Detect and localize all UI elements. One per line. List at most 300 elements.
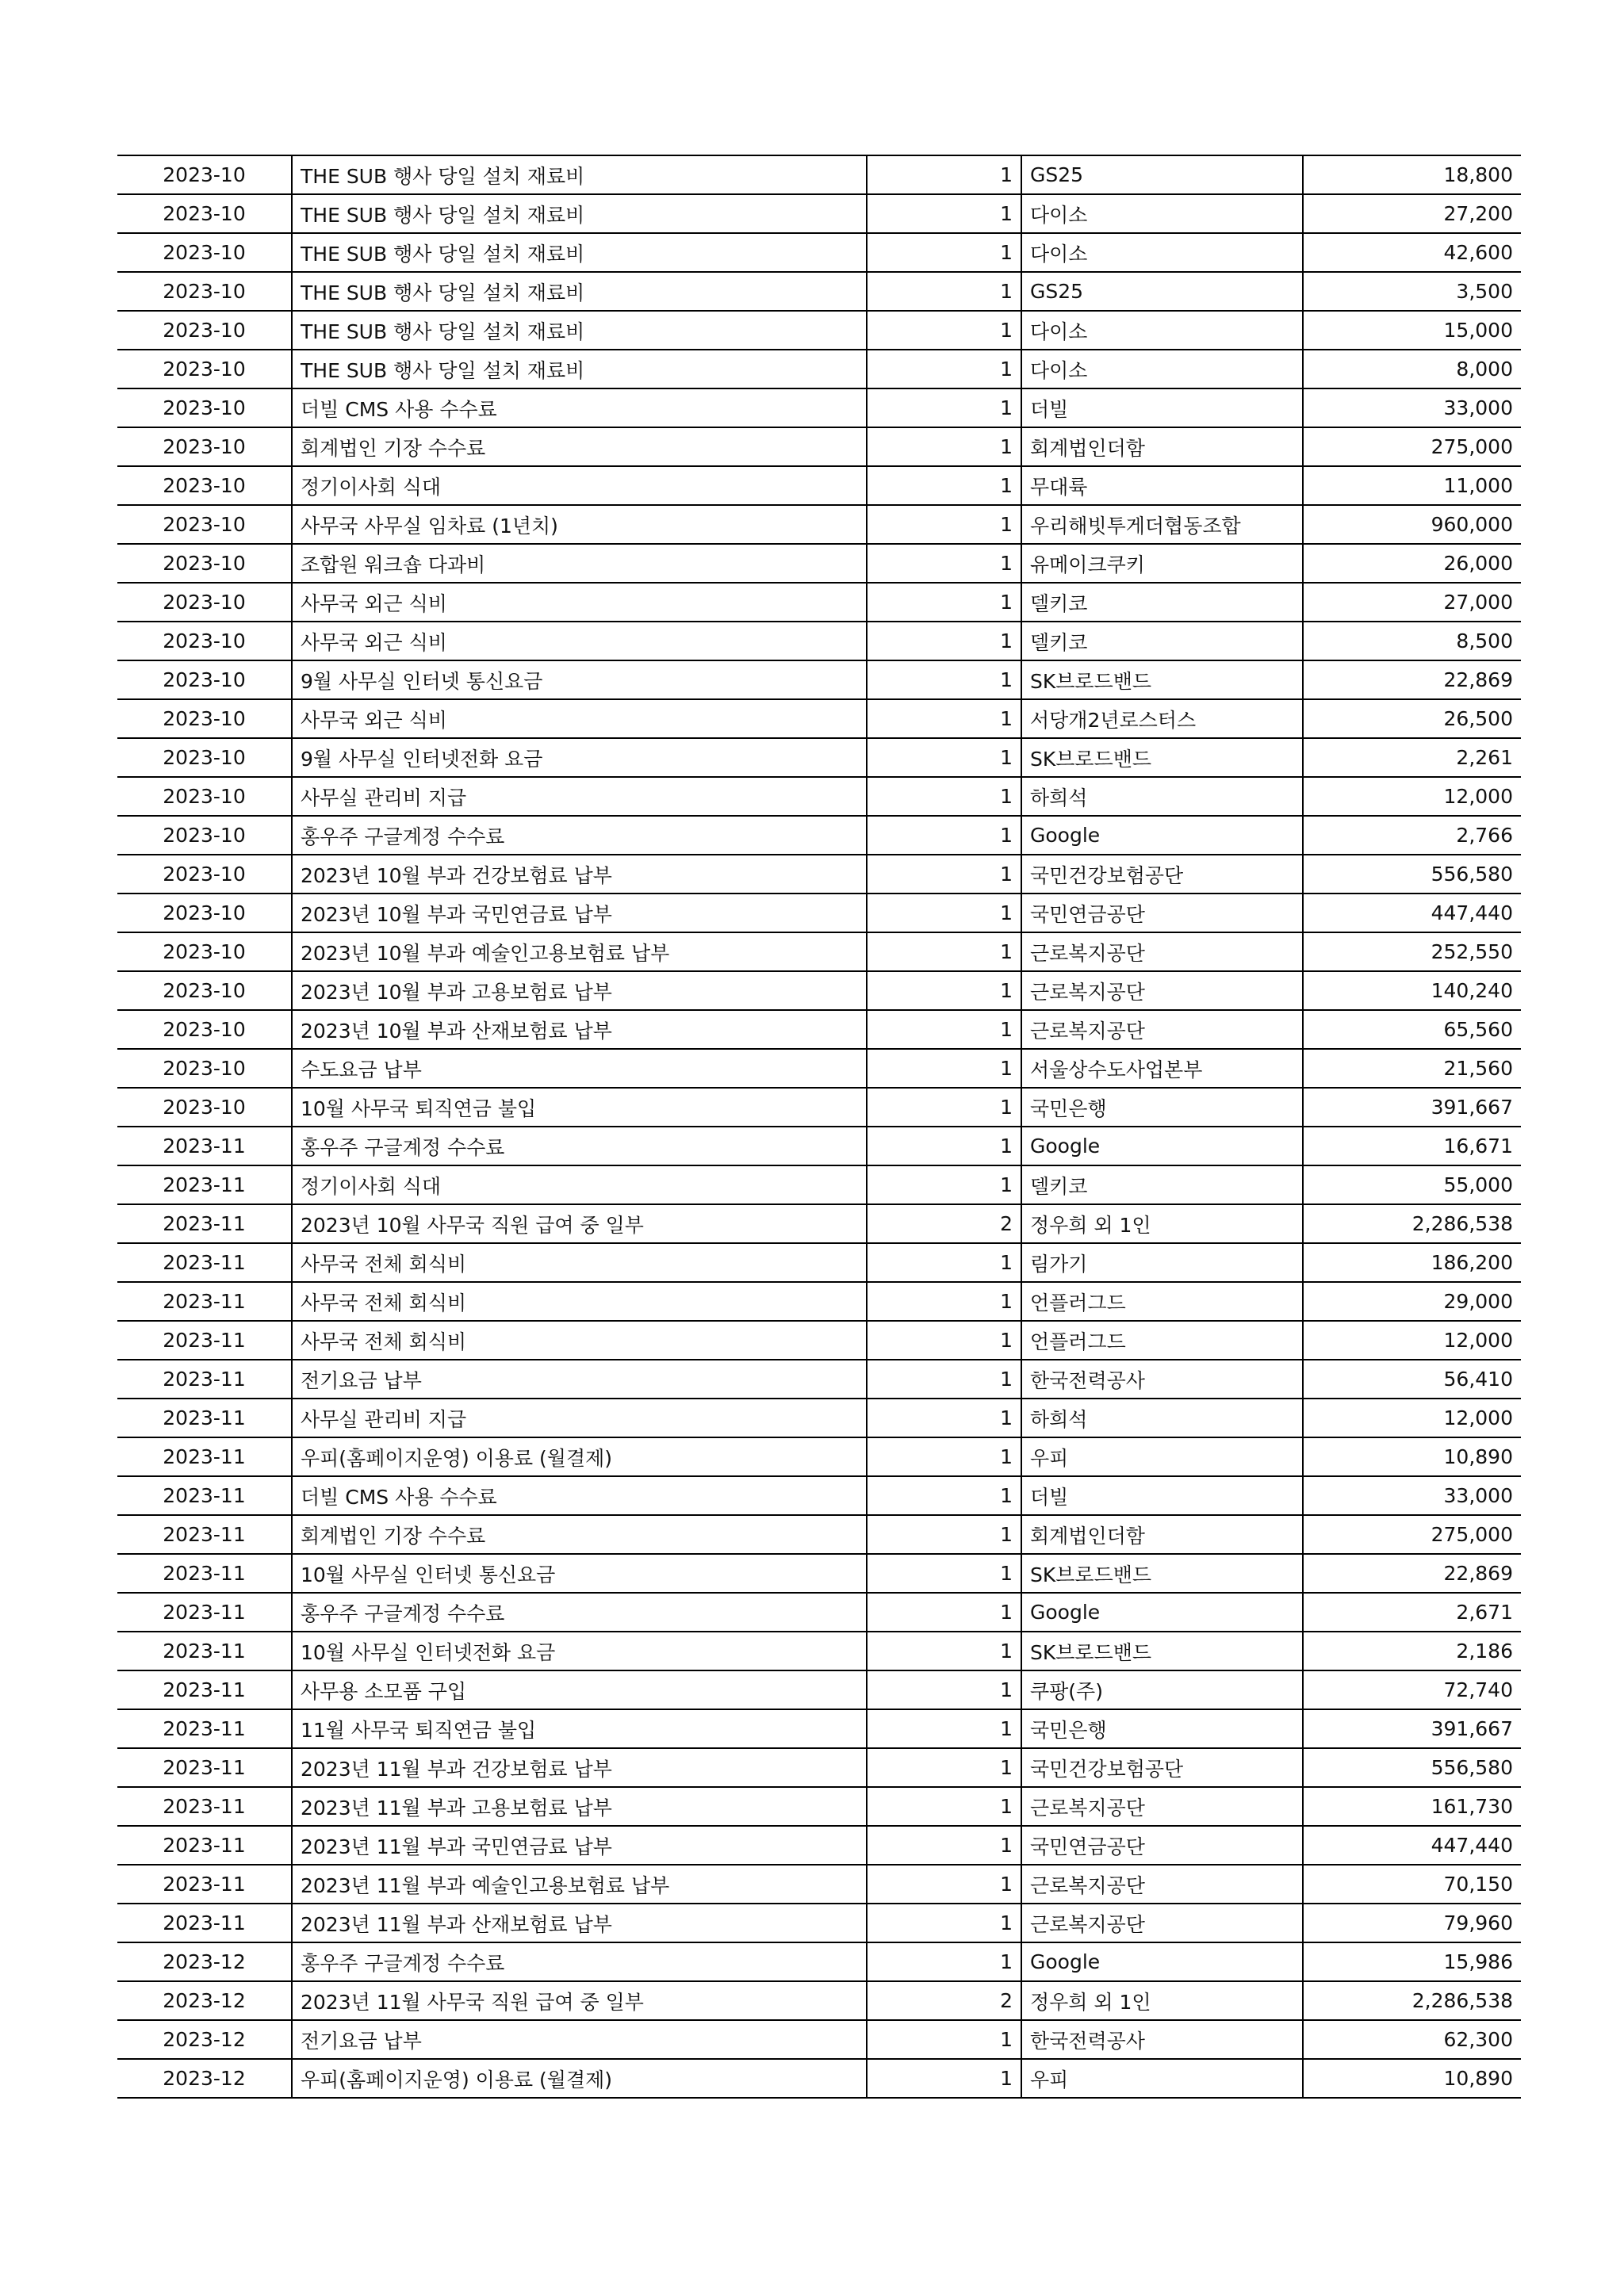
- table-row: [117, 272, 1521, 311]
- cell-amount: 16,671: [1303, 1127, 1521, 1165]
- table-row: [117, 1515, 1521, 1554]
- cell-amount: 556,580: [1303, 1748, 1521, 1787]
- cell-month: 2023-11: [117, 1399, 292, 1437]
- cell-vendor: 다이소: [1021, 233, 1303, 272]
- table-row: [117, 971, 1521, 1010]
- cell-vendor: 국민연금공단: [1021, 894, 1303, 932]
- cell-month: 2023-10: [117, 388, 292, 427]
- cell-vendor: SK브로드밴드: [1021, 1554, 1303, 1593]
- cell-vendor: 근로복지공단: [1021, 1865, 1303, 1904]
- cell-amount: 275,000: [1303, 1515, 1521, 1554]
- cell-quantity: 1: [867, 1010, 1021, 1049]
- cell-description: 2023년 11월 부과 고용보험료 납부: [292, 1787, 867, 1826]
- cell-vendor: 회계법인더함: [1021, 1515, 1303, 1554]
- cell-description: 홍우주 구글계정 수수료: [292, 1942, 867, 1981]
- cell-vendor: 델키코: [1021, 583, 1303, 622]
- cell-month: 2023-10: [117, 155, 292, 194]
- table-row: [117, 894, 1521, 932]
- cell-amount: 186,200: [1303, 1243, 1521, 1282]
- cell-description: 전기요금 납부: [292, 1360, 867, 1399]
- cell-vendor: 쿠팡(주): [1021, 1670, 1303, 1709]
- table-row: [117, 1593, 1521, 1632]
- cell-month: 2023-10: [117, 738, 292, 777]
- cell-amount: 27,200: [1303, 194, 1521, 233]
- cell-quantity: 1: [867, 1904, 1021, 1942]
- cell-month: 2023-11: [117, 1554, 292, 1593]
- cell-amount: 11,000: [1303, 466, 1521, 505]
- cell-description: 사무국 전체 회식비: [292, 1243, 867, 1282]
- cell-description: 회계법인 기장 수수료: [292, 1515, 867, 1554]
- cell-vendor: Google: [1021, 816, 1303, 855]
- cell-amount: 2,766: [1303, 816, 1521, 855]
- cell-quantity: 1: [867, 622, 1021, 660]
- cell-vendor: 국민건강보험공단: [1021, 1748, 1303, 1787]
- cell-month: 2023-11: [117, 1282, 292, 1321]
- cell-vendor: 더빌: [1021, 1476, 1303, 1515]
- table-row: [117, 388, 1521, 427]
- cell-month: 2023-10: [117, 505, 292, 544]
- cell-month: 2023-10: [117, 971, 292, 1010]
- cell-description: 사무실 관리비 지급: [292, 1399, 867, 1437]
- cell-month: 2023-10: [117, 233, 292, 272]
- cell-vendor: 유메이크쿠키: [1021, 544, 1303, 583]
- table-row: [117, 1632, 1521, 1670]
- cell-amount: 275,000: [1303, 427, 1521, 466]
- cell-amount: 10,890: [1303, 1437, 1521, 1476]
- cell-amount: 8,500: [1303, 622, 1521, 660]
- cell-description: 2023년 10월 부과 예술인고용보험료 납부: [292, 932, 867, 971]
- cell-amount: 22,869: [1303, 660, 1521, 699]
- cell-month: 2023-12: [117, 1981, 292, 2020]
- table-row: [117, 2059, 1521, 2098]
- table-row: [117, 1670, 1521, 1709]
- cell-amount: 18,800: [1303, 155, 1521, 194]
- cell-description: 전기요금 납부: [292, 2020, 867, 2059]
- cell-description: 사무국 외근 식비: [292, 583, 867, 622]
- cell-amount: 2,261: [1303, 738, 1521, 777]
- cell-vendor: 하희석: [1021, 777, 1303, 816]
- cell-amount: 447,440: [1303, 894, 1521, 932]
- cell-vendor: GS25: [1021, 272, 1303, 311]
- cell-amount: 12,000: [1303, 777, 1521, 816]
- cell-vendor: 국민건강보험공단: [1021, 855, 1303, 894]
- cell-amount: 21,560: [1303, 1049, 1521, 1088]
- cell-description: 사무국 전체 회식비: [292, 1282, 867, 1321]
- cell-amount: 65,560: [1303, 1010, 1521, 1049]
- cell-month: 2023-11: [117, 1670, 292, 1709]
- cell-amount: 56,410: [1303, 1360, 1521, 1399]
- cell-month: 2023-12: [117, 2020, 292, 2059]
- cell-quantity: 1: [867, 233, 1021, 272]
- table-row: [117, 855, 1521, 894]
- cell-description: 조합원 워크숍 다과비: [292, 544, 867, 583]
- cell-vendor: 근로복지공단: [1021, 1010, 1303, 1049]
- cell-month: 2023-10: [117, 894, 292, 932]
- cell-month: 2023-10: [117, 583, 292, 622]
- cell-month: 2023-10: [117, 544, 292, 583]
- cell-month: 2023-12: [117, 1942, 292, 1981]
- table-row: [117, 1282, 1521, 1321]
- cell-description: 2023년 10월 부과 고용보험료 납부: [292, 971, 867, 1010]
- cell-description: 홍우주 구글계정 수수료: [292, 1593, 867, 1632]
- cell-description: 2023년 10월 부과 산재보험료 납부: [292, 1010, 867, 1049]
- cell-vendor: 정우희 외 1인: [1021, 1204, 1303, 1243]
- table-row: [117, 1942, 1521, 1981]
- cell-quantity: 1: [867, 272, 1021, 311]
- cell-amount: 70,150: [1303, 1865, 1521, 1904]
- cell-description: 사무실 관리비 지급: [292, 777, 867, 816]
- cell-amount: 55,000: [1303, 1165, 1521, 1204]
- cell-quantity: 1: [867, 1942, 1021, 1981]
- cell-amount: 2,286,538: [1303, 1981, 1521, 2020]
- cell-description: 사무용 소모품 구입: [292, 1670, 867, 1709]
- table-row: [117, 194, 1521, 233]
- cell-amount: 42,600: [1303, 233, 1521, 272]
- cell-month: 2023-11: [117, 1632, 292, 1670]
- cell-quantity: 1: [867, 699, 1021, 738]
- cell-vendor: SK브로드밴드: [1021, 660, 1303, 699]
- cell-quantity: 1: [867, 583, 1021, 622]
- cell-vendor: 델키코: [1021, 1165, 1303, 1204]
- cell-quantity: 1: [867, 1670, 1021, 1709]
- cell-vendor: 우피: [1021, 1437, 1303, 1476]
- cell-description: 수도요금 납부: [292, 1049, 867, 1088]
- cell-amount: 26,000: [1303, 544, 1521, 583]
- cell-quantity: 2: [867, 1204, 1021, 1243]
- cell-month: 2023-10: [117, 1010, 292, 1049]
- cell-amount: 2,186: [1303, 1632, 1521, 1670]
- table-row: [117, 350, 1521, 388]
- table-row: [117, 1204, 1521, 1243]
- table-row: [117, 1360, 1521, 1399]
- cell-amount: 252,550: [1303, 932, 1521, 971]
- cell-description: 2023년 11월 부과 산재보험료 납부: [292, 1904, 867, 1942]
- cell-month: 2023-11: [117, 1865, 292, 1904]
- cell-quantity: 1: [867, 1127, 1021, 1165]
- cell-description: 정기이사회 식대: [292, 1165, 867, 1204]
- cell-amount: 29,000: [1303, 1282, 1521, 1321]
- cell-description: THE SUB 행사 당일 설치 재료비: [292, 272, 867, 311]
- cell-quantity: 1: [867, 194, 1021, 233]
- cell-amount: 12,000: [1303, 1321, 1521, 1360]
- table-row: [117, 1049, 1521, 1088]
- cell-description: THE SUB 행사 당일 설치 재료비: [292, 233, 867, 272]
- table-row: [117, 1437, 1521, 1476]
- cell-month: 2023-10: [117, 272, 292, 311]
- cell-vendor: 근로복지공단: [1021, 1787, 1303, 1826]
- cell-quantity: 1: [867, 738, 1021, 777]
- cell-description: THE SUB 행사 당일 설치 재료비: [292, 350, 867, 388]
- table-row: [117, 932, 1521, 971]
- cell-description: 사무국 외근 식비: [292, 622, 867, 660]
- cell-quantity: 1: [867, 311, 1021, 350]
- table-row: [117, 1904, 1521, 1942]
- cell-description: 홍우주 구글계정 수수료: [292, 816, 867, 855]
- table-row: [117, 660, 1521, 699]
- table-row: [117, 1748, 1521, 1787]
- cell-description: THE SUB 행사 당일 설치 재료비: [292, 155, 867, 194]
- table-row: [117, 1554, 1521, 1593]
- cell-amount: 33,000: [1303, 388, 1521, 427]
- cell-description: 10월 사무실 인터넷전화 요금: [292, 1632, 867, 1670]
- cell-description: 2023년 11월 사무국 직원 급여 중 일부: [292, 1981, 867, 2020]
- cell-month: 2023-10: [117, 660, 292, 699]
- cell-amount: 391,667: [1303, 1709, 1521, 1748]
- table-row: [117, 622, 1521, 660]
- table-row: [117, 1010, 1521, 1049]
- table-row: [117, 738, 1521, 777]
- cell-vendor: Google: [1021, 1942, 1303, 1981]
- cell-month: 2023-11: [117, 1165, 292, 1204]
- table-row: [117, 2020, 1521, 2059]
- cell-quantity: 1: [867, 2059, 1021, 2098]
- cell-quantity: 1: [867, 855, 1021, 894]
- cell-quantity: 1: [867, 1632, 1021, 1670]
- cell-amount: 140,240: [1303, 971, 1521, 1010]
- cell-description: 정기이사회 식대: [292, 466, 867, 505]
- cell-vendor: 서울상수도사업본부: [1021, 1049, 1303, 1088]
- cell-month: 2023-11: [117, 1709, 292, 1748]
- cell-month: 2023-11: [117, 1904, 292, 1942]
- cell-description: 우피(홈페이지운영) 이용료 (월결제): [292, 2059, 867, 2098]
- cell-quantity: 1: [867, 1399, 1021, 1437]
- cell-quantity: 1: [867, 2020, 1021, 2059]
- table-row: [117, 699, 1521, 738]
- cell-quantity: 1: [867, 1088, 1021, 1127]
- cell-description: 2023년 10월 사무국 직원 급여 중 일부: [292, 1204, 867, 1243]
- cell-month: 2023-10: [117, 427, 292, 466]
- cell-quantity: 1: [867, 155, 1021, 194]
- cell-description: 회계법인 기장 수수료: [292, 427, 867, 466]
- cell-quantity: 1: [867, 816, 1021, 855]
- cell-amount: 10,890: [1303, 2059, 1521, 2098]
- cell-month: 2023-11: [117, 1593, 292, 1632]
- cell-month: 2023-10: [117, 932, 292, 971]
- cell-month: 2023-11: [117, 1787, 292, 1826]
- cell-quantity: 1: [867, 1554, 1021, 1593]
- cell-month: 2023-10: [117, 311, 292, 350]
- cell-amount: 22,869: [1303, 1554, 1521, 1593]
- table-row: [117, 311, 1521, 350]
- table-row: [117, 1826, 1521, 1865]
- cell-vendor: 정우희 외 1인: [1021, 1981, 1303, 2020]
- cell-quantity: 1: [867, 971, 1021, 1010]
- cell-quantity: 1: [867, 777, 1021, 816]
- cell-month: 2023-11: [117, 1748, 292, 1787]
- cell-amount: 62,300: [1303, 2020, 1521, 2059]
- cell-description: 10월 사무실 인터넷 통신요금: [292, 1554, 867, 1593]
- cell-quantity: 1: [867, 1593, 1021, 1632]
- cell-month: 2023-11: [117, 1204, 292, 1243]
- table-row: [117, 427, 1521, 466]
- cell-description: 10월 사무국 퇴직연금 불입: [292, 1088, 867, 1127]
- cell-description: 2023년 11월 부과 예술인고용보험료 납부: [292, 1865, 867, 1904]
- cell-amount: 12,000: [1303, 1399, 1521, 1437]
- table-row: [117, 1981, 1521, 2020]
- cell-month: 2023-10: [117, 1088, 292, 1127]
- cell-quantity: 1: [867, 1243, 1021, 1282]
- cell-quantity: 1: [867, 1515, 1021, 1554]
- table-row: [117, 1399, 1521, 1437]
- cell-amount: 2,671: [1303, 1593, 1521, 1632]
- cell-description: 사무국 외근 식비: [292, 699, 867, 738]
- cell-amount: 960,000: [1303, 505, 1521, 544]
- table-row: [117, 1127, 1521, 1165]
- cell-vendor: 다이소: [1021, 350, 1303, 388]
- cell-quantity: 1: [867, 1437, 1021, 1476]
- cell-month: 2023-10: [117, 855, 292, 894]
- cell-month: 2023-11: [117, 1321, 292, 1360]
- cell-vendor: 우피: [1021, 2059, 1303, 2098]
- cell-month: 2023-11: [117, 1476, 292, 1515]
- cell-amount: 556,580: [1303, 855, 1521, 894]
- cell-month: 2023-10: [117, 194, 292, 233]
- cell-description: 홍우주 구글계정 수수료: [292, 1127, 867, 1165]
- cell-vendor: 언플러그드: [1021, 1282, 1303, 1321]
- cell-description: 2023년 10월 부과 국민연금료 납부: [292, 894, 867, 932]
- cell-description: 2023년 10월 부과 건강보험료 납부: [292, 855, 867, 894]
- cell-vendor: 근로복지공단: [1021, 932, 1303, 971]
- cell-month: 2023-10: [117, 622, 292, 660]
- table-row: [117, 155, 1521, 194]
- cell-quantity: 1: [867, 1049, 1021, 1088]
- table-row: [117, 1321, 1521, 1360]
- cell-description: 2023년 11월 부과 국민연금료 납부: [292, 1826, 867, 1865]
- cell-quantity: 1: [867, 1826, 1021, 1865]
- cell-quantity: 1: [867, 1787, 1021, 1826]
- cell-amount: 391,667: [1303, 1088, 1521, 1127]
- cell-description: THE SUB 행사 당일 설치 재료비: [292, 194, 867, 233]
- cell-quantity: 2: [867, 1981, 1021, 2020]
- cell-month: 2023-10: [117, 350, 292, 388]
- table-row: [117, 1088, 1521, 1127]
- cell-amount: 8,000: [1303, 350, 1521, 388]
- cell-quantity: 1: [867, 1748, 1021, 1787]
- cell-quantity: 1: [867, 505, 1021, 544]
- table-row: [117, 583, 1521, 622]
- cell-vendor: 한국전력공사: [1021, 1360, 1303, 1399]
- table-row: [117, 466, 1521, 505]
- cell-vendor: 델키코: [1021, 622, 1303, 660]
- ledger-body: [117, 155, 1521, 2098]
- cell-description: 사무국 전체 회식비: [292, 1321, 867, 1360]
- cell-quantity: 1: [867, 1476, 1021, 1515]
- table-row: [117, 777, 1521, 816]
- cell-vendor: 언플러그드: [1021, 1321, 1303, 1360]
- cell-vendor: GS25: [1021, 155, 1303, 194]
- table-row: [117, 1476, 1521, 1515]
- expense-ledger-table: [117, 155, 1521, 2099]
- cell-quantity: 1: [867, 1321, 1021, 1360]
- cell-vendor: SK브로드밴드: [1021, 738, 1303, 777]
- cell-vendor: 다이소: [1021, 194, 1303, 233]
- cell-month: 2023-11: [117, 1826, 292, 1865]
- cell-month: 2023-10: [117, 816, 292, 855]
- cell-vendor: 림가기: [1021, 1243, 1303, 1282]
- cell-quantity: 1: [867, 466, 1021, 505]
- cell-month: 2023-10: [117, 777, 292, 816]
- cell-vendor: SK브로드밴드: [1021, 1632, 1303, 1670]
- cell-description: 2023년 11월 부과 건강보험료 납부: [292, 1748, 867, 1787]
- cell-vendor: 다이소: [1021, 311, 1303, 350]
- cell-description: 사무국 사무실 임차료 (1년치): [292, 505, 867, 544]
- cell-amount: 161,730: [1303, 1787, 1521, 1826]
- cell-quantity: 1: [867, 894, 1021, 932]
- cell-month: 2023-11: [117, 1437, 292, 1476]
- cell-vendor: 한국전력공사: [1021, 2020, 1303, 2059]
- cell-vendor: 우리해빗투게더협동조합: [1021, 505, 1303, 544]
- cell-amount: 33,000: [1303, 1476, 1521, 1515]
- cell-amount: 26,500: [1303, 699, 1521, 738]
- cell-amount: 15,986: [1303, 1942, 1521, 1981]
- cell-amount: 2,286,538: [1303, 1204, 1521, 1243]
- cell-description: 더빌 CMS 사용 수수료: [292, 388, 867, 427]
- cell-vendor: 회계법인더함: [1021, 427, 1303, 466]
- cell-month: 2023-11: [117, 1515, 292, 1554]
- cell-quantity: 1: [867, 427, 1021, 466]
- cell-vendor: Google: [1021, 1127, 1303, 1165]
- cell-month: 2023-11: [117, 1127, 292, 1165]
- cell-quantity: 1: [867, 1709, 1021, 1748]
- cell-description: 11월 사무국 퇴직연금 불입: [292, 1709, 867, 1748]
- cell-vendor: 근로복지공단: [1021, 971, 1303, 1010]
- cell-description: 더빌 CMS 사용 수수료: [292, 1476, 867, 1515]
- cell-vendor: 서당개2년로스터스: [1021, 699, 1303, 738]
- cell-month: 2023-10: [117, 699, 292, 738]
- cell-amount: 79,960: [1303, 1904, 1521, 1942]
- cell-month: 2023-11: [117, 1360, 292, 1399]
- cell-quantity: 1: [867, 544, 1021, 583]
- cell-vendor: 국민은행: [1021, 1088, 1303, 1127]
- cell-quantity: 1: [867, 1165, 1021, 1204]
- table-row: [117, 1787, 1521, 1826]
- cell-month: 2023-11: [117, 1243, 292, 1282]
- cell-month: 2023-10: [117, 466, 292, 505]
- cell-description: THE SUB 행사 당일 설치 재료비: [292, 311, 867, 350]
- cell-amount: 15,000: [1303, 311, 1521, 350]
- cell-quantity: 1: [867, 1865, 1021, 1904]
- table-row: [117, 1865, 1521, 1904]
- cell-amount: 72,740: [1303, 1670, 1521, 1709]
- table-row: [117, 1709, 1521, 1748]
- cell-description: 우피(홈페이지운영) 이용료 (월결제): [292, 1437, 867, 1476]
- cell-vendor: Google: [1021, 1593, 1303, 1632]
- table-row: [117, 544, 1521, 583]
- table-row: [117, 1165, 1521, 1204]
- cell-vendor: 국민연금공단: [1021, 1826, 1303, 1865]
- cell-description: 9월 사무실 인터넷전화 요금: [292, 738, 867, 777]
- cell-amount: 3,500: [1303, 272, 1521, 311]
- cell-quantity: 1: [867, 660, 1021, 699]
- cell-vendor: 무대륙: [1021, 466, 1303, 505]
- cell-vendor: 근로복지공단: [1021, 1904, 1303, 1942]
- cell-quantity: 1: [867, 1282, 1021, 1321]
- cell-quantity: 1: [867, 350, 1021, 388]
- table-row: [117, 505, 1521, 544]
- cell-vendor: 국민은행: [1021, 1709, 1303, 1748]
- cell-amount: 27,000: [1303, 583, 1521, 622]
- cell-quantity: 1: [867, 932, 1021, 971]
- cell-quantity: 1: [867, 388, 1021, 427]
- cell-month: 2023-12: [117, 2059, 292, 2098]
- cell-amount: 447,440: [1303, 1826, 1521, 1865]
- cell-description: 9월 사무실 인터넷 통신요금: [292, 660, 867, 699]
- cell-month: 2023-10: [117, 1049, 292, 1088]
- cell-quantity: 1: [867, 1360, 1021, 1399]
- table-row: [117, 816, 1521, 855]
- cell-vendor: 더빌: [1021, 388, 1303, 427]
- table-row: [117, 1243, 1521, 1282]
